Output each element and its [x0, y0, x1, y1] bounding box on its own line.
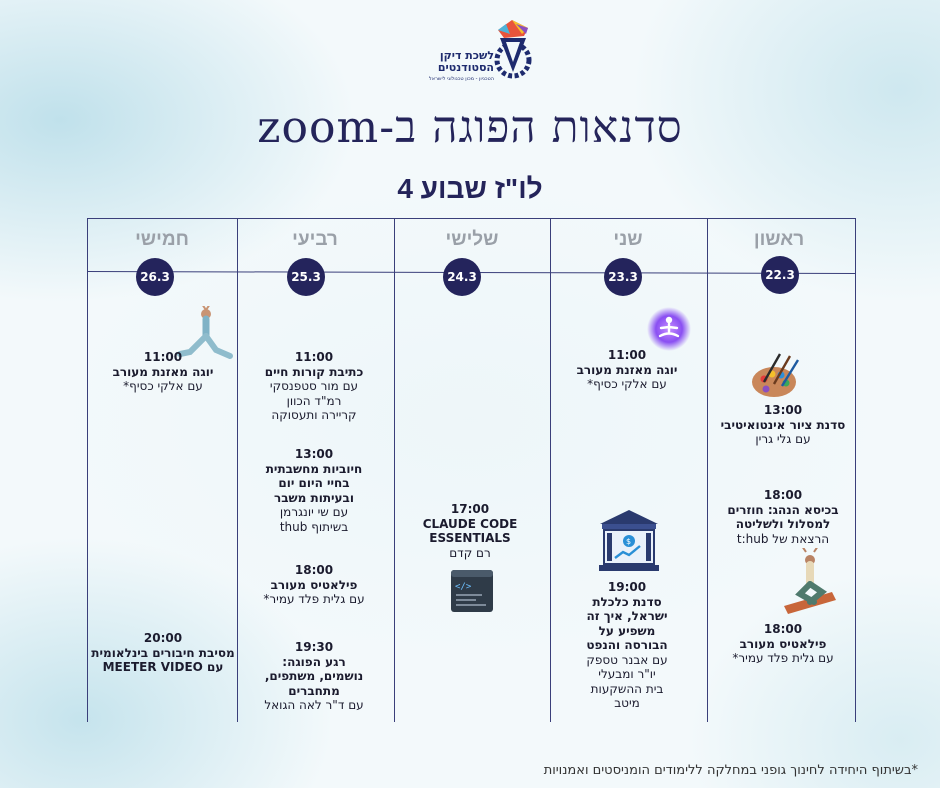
event-title-line3: משפיע על [598, 623, 656, 638]
event-detail: עם אבנר טספק [586, 652, 668, 667]
event-detail: עם גלית פלד עמיר* [263, 592, 365, 606]
event-detail: קריירה ותעסוקה [271, 408, 357, 422]
day-header-sunday: ראשון [753, 229, 805, 250]
event-wed-2 [240, 447, 388, 534]
event-title: סדנת ציור אינטואיטיבי [720, 417, 846, 432]
event-title-line2: בחיי היום יום [278, 476, 350, 490]
date-badge-sunday: 22.3 [761, 256, 799, 294]
event-sun-2 [709, 488, 857, 546]
event-title-line4: הבורסה והנפט [586, 638, 668, 652]
code-window-icon [450, 569, 494, 613]
logo-name-line1: לשכת דיקן [439, 49, 494, 62]
event-title-line2: ESSENTIALS [429, 531, 511, 545]
event-detail: מיטב [614, 696, 640, 710]
logo-tagline: הטכניון - מכון טכנולוגי לישראל [428, 76, 494, 82]
event-time: 18:00 [294, 563, 334, 577]
page-title: סדנאות הפוגה ב-zoom [257, 102, 683, 153]
event-time: 13:00 [763, 403, 803, 417]
event-title-line2: ישראל, איך זה [586, 609, 668, 623]
event-sun-3 [709, 622, 857, 666]
bank-investment-icon [596, 508, 662, 574]
event-time: 17:00 [450, 502, 490, 516]
grid-line [707, 218, 708, 722]
event-title: פילאטיס מעורב [270, 577, 358, 592]
grid-line [87, 218, 88, 722]
pilates-woman-icon [780, 548, 838, 614]
event-time: 20:00 [143, 631, 183, 645]
event-time: 19:30 [294, 640, 334, 654]
event-wed-1 [240, 350, 388, 423]
date-badge-thursday: 26.3 [136, 258, 174, 296]
event-thu-1 [89, 350, 237, 394]
svg-text:</>: </> [455, 582, 472, 592]
event-title-line2: נושמים, משתפים, [264, 669, 364, 683]
grid-line [87, 218, 856, 219]
event-title-line2: עם MEETER VIDEO [102, 660, 224, 674]
event-title: רגע הפוגה: [282, 654, 346, 669]
event-mon-2 [553, 580, 701, 711]
event-time: 18:00 [763, 488, 803, 502]
event-title-line3: ובעיתות משבר [274, 490, 354, 505]
event-title: CLAUDE CODE [422, 516, 518, 531]
event-detail: בשיתוף thub [279, 519, 349, 534]
svg-text:$: $ [626, 537, 632, 546]
day-header-tuesday: שלישי [445, 229, 499, 250]
event-title: יוגה מאזנת מעורב [576, 362, 678, 377]
date-badge-wednesday: 25.3 [287, 258, 325, 296]
date-badge-tuesday: 24.3 [443, 258, 481, 296]
event-sun-1 [709, 403, 857, 447]
event-time: 19:00 [607, 580, 647, 594]
day-header-thursday: חמישי [135, 229, 189, 250]
logo-name-line2: הסטודנטים [437, 61, 494, 74]
event-title-line2: למסלול ולשליטה [735, 517, 831, 531]
event-detail: עם שי יונגרמן [279, 505, 349, 519]
event-wed-4 [240, 640, 388, 713]
day-header-wednesday: רביעי [292, 229, 338, 250]
event-detail: עם אלקי כסיף* [587, 377, 667, 391]
dean-of-students-logo [430, 20, 534, 90]
event-time: 18:00 [763, 622, 803, 636]
event-detail: רם קדם [449, 545, 491, 560]
event-tue-1 [396, 502, 544, 560]
event-title: סדנת כלכלת [592, 594, 662, 609]
event-title: יוגה מאזנת מעורב [112, 364, 214, 379]
meditation-icon [646, 306, 692, 352]
event-time: 11:00 [143, 350, 183, 364]
event-title: פילאטיס מעורב [739, 636, 827, 651]
grid-line [237, 218, 238, 722]
page-subtitle: לו"ז שבוע 4 [397, 173, 543, 204]
event-mon-1 [553, 348, 701, 392]
day-header-monday: שני [613, 229, 643, 250]
footnote: *בשיתוף היחידה לחינוך גופני במחלקה ללימודים הומניסטים ואמנויות [543, 763, 918, 778]
event-detail: בית ההשקעות [590, 681, 664, 696]
technion-gear-icon [492, 20, 534, 82]
event-detail: עם ד"ר לאה הגואל [264, 698, 364, 712]
event-detail: עם מור סטפנסקי [269, 379, 359, 393]
event-title: בכיסא הנהג: חוזרים [727, 502, 839, 517]
event-title: חיוביות מחשבתית [265, 461, 363, 476]
event-time: 11:00 [294, 350, 334, 364]
grid-line [394, 218, 395, 722]
event-detail: רמ"ד הכוון [286, 393, 342, 408]
event-wed-3 [240, 563, 388, 607]
event-time: 11:00 [607, 348, 647, 362]
paint-palette-icon [750, 352, 802, 400]
event-detail: עם גלית פלד עמיר* [732, 651, 834, 665]
event-title-line3: מתחברים [288, 683, 340, 698]
logo-text [438, 50, 494, 74]
date-badge-monday: 23.3 [604, 258, 642, 296]
event-title: כתיבת קורות חיים [264, 364, 364, 379]
event-detail: הרצאת של t:hub [736, 531, 830, 546]
event-time: 13:00 [294, 447, 334, 461]
event-detail: עם אלקי כסיף* [123, 379, 203, 393]
event-title: מסיבת חיבורים בינלאומית [91, 645, 235, 660]
event-thu-2 [89, 631, 237, 675]
event-detail: יו"ר ומבעלי [598, 667, 656, 681]
grid-line [550, 218, 551, 722]
event-detail: עם גלי גרין [755, 432, 811, 446]
